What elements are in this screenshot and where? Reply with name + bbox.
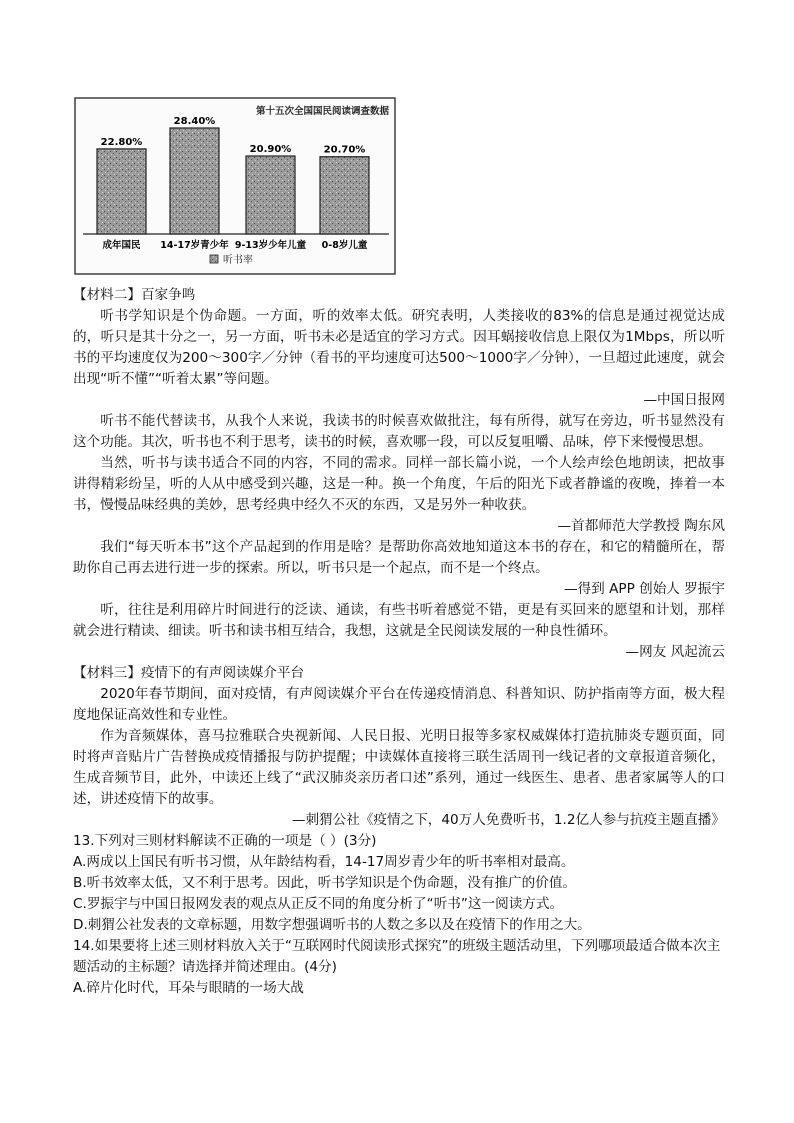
material2-source: —网友 风起流云 <box>625 644 725 660</box>
bar-value-label: 28.40% <box>173 116 216 127</box>
material2-paragraph: 听，往往是利用碎片时间进行的泛读、通读，有些书听着感觉不错，更是有买回来的愿望和计划，那样就会进行精读、细读。听书和读书相互结合，我想，这就是全民阅读发展的一种良性循环。 <box>73 602 725 639</box>
q13-option-d: D.刺猬公社发表的文章标题，用数字想强调听书的人数之多以及在疫情下的作用之大。 <box>73 917 591 933</box>
material3-paragraph: 2020年春节期间，面对疫情，有声阅读媒介平台在传递疫情消息、科普知识、防护指南等方面，极大程度地保证高效性和专业性。 <box>73 686 725 723</box>
bar <box>97 149 146 234</box>
material2-paragraph: 听书学知识是个伪命题。一方面，听的效率太低。研究表明，人类接收的83%的信息是通过视觉达成的，听只是其十分之一，另一方面，听书未必是适宜的学习方式。因耳蜗接收信息上限仅为1Mbps，所以听书的平均速度仅为200～300字／分钟（看书的平均速度可达500～1000字／分钟），一旦超过此速度，就会出现“听不懂”“听着太累”等问题。 <box>73 308 725 387</box>
q13-option-b: B.听书效率太低，又不利于思考。因此，听书学知识是个伪命题，没有推广的价值。 <box>73 875 577 891</box>
material2-source: —中国日报网 <box>643 392 725 408</box>
category-label: 9-13岁少年儿童 <box>234 240 307 251</box>
legend-label: 听书率 <box>223 255 253 266</box>
material2-paragraph: 听书不能代替读书，从我个人来说，我读书的时候喜欢做批注，每有所得，就写在旁边，听书显然没有这个功能。其次，听书也不利于思考，读书的时候，喜欢哪一段，可以反复咀嚼、品味，停下来慢慢思想。 <box>73 413 725 450</box>
material3-heading: 【材料三】疫情下的有声阅读媒介平台 <box>73 665 305 681</box>
question-14: 14.如果要将上述三则材料放入关于“互联网时代阅读形式探究”的班级主题活动里，下列哪项最适合做本次主题活动的主标题？请选择并简述理由。(4分) <box>73 938 721 975</box>
material2-source: —得到 APP 创始人 罗振宇 <box>563 581 725 597</box>
bar-value-label: 20.90% <box>249 143 292 155</box>
bar <box>246 156 295 234</box>
material2-paragraph: 当然，听书与读书适合不同的内容，不同的需求。同样一部长篇小说，一个人绘声绘色地朗读，把故事讲得精彩纷呈，听的人从中感受到兴趣，这是一种。换一个角度，午后的阳光下或者静谧的夜晚，捧着一本书，慢慢品味经典的美妙，思考经典中经久不灭的东西，又是另外一种收获。 <box>73 455 725 513</box>
category-label: 成年国民 <box>102 240 141 251</box>
chart-title: 第十五次全国国民阅读调查数据 <box>255 106 389 117</box>
listening-rate-bar-chart <box>73 96 403 278</box>
category-label: 14-17岁青少年 <box>160 240 229 251</box>
bar <box>320 157 369 234</box>
question-13: 13.下列对三则材料解读不正确的一项是（ ）(3分) <box>73 833 377 849</box>
q14-option-a: A.碎片化时代，耳朵与眼睛的一场大战 <box>73 980 304 996</box>
q13-option-c: C.罗振宇与中国日报网发表的观点从正反不同的角度分析了“听书”这一阅读方式。 <box>73 896 564 912</box>
material2-heading: 【材料二】百家争鸣 <box>73 287 196 303</box>
bar-value-label: 20.70% <box>323 144 366 156</box>
q13-option-a: A.两成以上国民有听书习惯，从年龄结构看，14-17周岁青少年的听书率相对最高。 <box>73 854 575 870</box>
bar-value-label: 22.80% <box>100 136 143 148</box>
material2-source: —首都师范大学教授 陶东风 <box>557 518 725 534</box>
bar <box>170 128 219 234</box>
legend-swatch <box>210 255 218 263</box>
category-label: 0-8岁儿童 <box>321 240 368 251</box>
material3-source: —刺猬公社《疫情之下，40万人免费听书，1.2亿人参与抗疫主题直播》 <box>291 812 725 828</box>
material2-paragraph: 我们“每天听本书”这个产品起到的作用是啥？是帮助你高效地知道这本书的存在，和它的精髓所在，帮助你自己再去进行进一步的探索。所以，听书只是一个起点，而不是一个终点。 <box>73 539 725 576</box>
material3-paragraph: 作为音频媒体，喜马拉雅联合央视新闻、人民日报、光明日报等多家权威媒体打造抗肺炎专题页面，同时将声音贴片广告替换成疫情播报与防护提醒；中读媒体直接将三联生活周刊一线记者的文章报道音频化，生成音频节目，此外，中读还上线了“武汉肺炎亲历者口述”系列，通过一线医生、患者、患者家属等人的口述，讲述疫情下的故事。 <box>73 728 725 807</box>
